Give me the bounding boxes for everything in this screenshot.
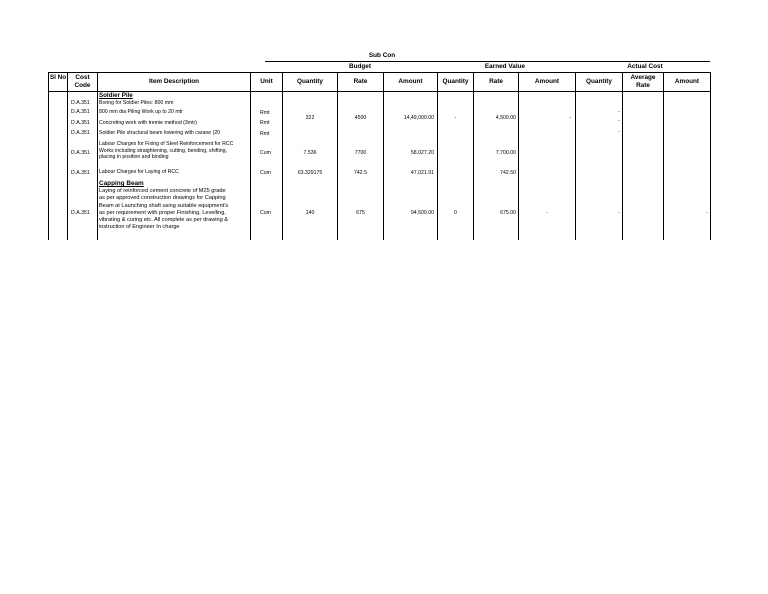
col-header-amount: Amount: [398, 78, 423, 85]
row7-quantity: 140: [305, 210, 315, 216]
row5-amount: 58,027.20: [410, 150, 434, 156]
row5-cost-code: D.A.351: [71, 150, 90, 156]
col-header-ac-quantity: Quantity: [586, 78, 612, 85]
col-header-item-description: Item Description: [148, 78, 200, 85]
row5-unit: Cum: [260, 150, 271, 156]
row7-description-line: as per approved construction drawings for Capping: [99, 195, 226, 202]
actual-cost-heading: Actual Cost: [627, 63, 663, 70]
col-header-ev-quantity: Quantity: [442, 78, 469, 85]
row7-ev-rate: 675.00: [500, 210, 516, 216]
row7-description-line: instruction of Engineer In charge: [99, 224, 180, 231]
row7-description-line: vibrating & curing etc. All complete as per drawing &: [99, 217, 229, 224]
row2-description: 800 mm dia Piling Work up to 20 mtr: [99, 109, 183, 115]
row7-rate: 675: [356, 210, 365, 216]
header-top-line: [48, 72, 711, 73]
col-header-ac-amount: Amount: [674, 78, 700, 85]
row7-description-line: Laying of reinforced cement concrete of M25 grade: [99, 188, 226, 194]
row5-description-line: Works including straightening, cutting, bending, shifting,: [99, 147, 227, 154]
row7-ev-amount: -: [546, 210, 548, 216]
row6-amount: 47,021.91: [410, 170, 434, 176]
row7-description-line: as per requirement with proper Finishing, Levelling,: [99, 209, 226, 216]
row6-rate: 742.5: [354, 170, 367, 176]
budget-heading: Budget: [348, 63, 371, 70]
col-header-sl-no: Sl No: [49, 74, 67, 81]
row4-cost-code: D.A.351: [71, 130, 90, 136]
row5-rate: 7700: [354, 150, 367, 156]
row7-ac-amount: -: [706, 210, 708, 216]
col-line: [97, 72, 98, 240]
row23-quantity: 322: [305, 115, 315, 121]
row7-cost-code: D.A.351: [71, 210, 90, 216]
ac-dash-b: -: [618, 118, 620, 124]
col-header-ev-amount: Amount: [534, 78, 560, 85]
row3-description: Concreting work with tremie method (3mtr): [99, 120, 198, 126]
row5-ev-rate: 7,700.00: [495, 150, 516, 156]
row6-cost-code: D.A.351: [71, 170, 90, 176]
col-header-ac-average-rate: Average Rate: [630, 74, 656, 89]
row23-rate: 4500: [354, 115, 367, 121]
row6-unit: Cum: [260, 170, 271, 176]
row23-ev-amount: -: [569, 115, 571, 121]
row5-description-line: Labour Charges for Fixing of Steel Reinforcement for RCC: [99, 141, 234, 147]
ac-dash-c: -: [618, 129, 620, 135]
sub-con-heading: Sub Con: [368, 52, 396, 59]
row23-ev-rate: 4,500.00: [495, 115, 516, 121]
row7-unit: Cum: [260, 210, 271, 216]
row1-description: Boring for Soldier Piles: 800 mm: [99, 100, 174, 106]
row7-ev-quantity: 0: [454, 210, 457, 216]
row7-description: [99, 188, 228, 232]
row5-description: [99, 141, 233, 161]
earned-value-heading: Earned Value: [484, 63, 526, 70]
col-line: [48, 72, 49, 240]
col-header-unit: Unit: [260, 78, 273, 85]
row4-unit: Rmt: [260, 131, 270, 137]
row6-ev-rate: 742.50: [500, 170, 516, 176]
row3-unit: Rmt: [260, 120, 270, 126]
col-line: [250, 72, 251, 240]
sub-con-underline: [265, 61, 710, 62]
row6-description: Labour Charges for Laying of RCC: [99, 169, 179, 175]
col-line: [622, 72, 623, 240]
ac-dash-a: -: [618, 109, 620, 115]
row7-amount: 94,500.00: [410, 210, 434, 216]
row1-cost-code: D.A.351: [71, 100, 90, 106]
row7-description-line: Beam at Launching shaft using suitable equipment's: [99, 202, 229, 209]
col-header-cost-code: Cost Code: [74, 74, 91, 89]
section-title-capping-beam: Capping Beam: [99, 180, 144, 187]
row23-ev-quantity: -: [454, 115, 457, 121]
section-title-soldier-pile: Soldier Pile: [99, 92, 133, 99]
row2-unit: Rmt: [260, 110, 270, 116]
row2-cost-code: D.A.351: [71, 109, 90, 115]
row5-description-line: placing in position and binding: [99, 154, 169, 161]
row6-quantity: 63.329175: [297, 170, 323, 176]
col-line: [67, 72, 68, 240]
row3-cost-code: D.A.351: [71, 120, 90, 126]
row7-ac-quantity: -: [618, 210, 620, 216]
header-bottom-line: [48, 91, 711, 92]
row5-quantity: 7.536: [303, 150, 317, 156]
col-line: [710, 72, 711, 240]
row23-amount: 14,49,000.00: [403, 115, 434, 121]
col-header-ev-rate: Rate: [489, 78, 503, 85]
col-header-rate: Rate: [353, 78, 368, 85]
row4-description: Soldier Pile structural beam lowering with carane (20: [99, 130, 221, 136]
col-header-quantity: Quantity: [297, 78, 323, 85]
